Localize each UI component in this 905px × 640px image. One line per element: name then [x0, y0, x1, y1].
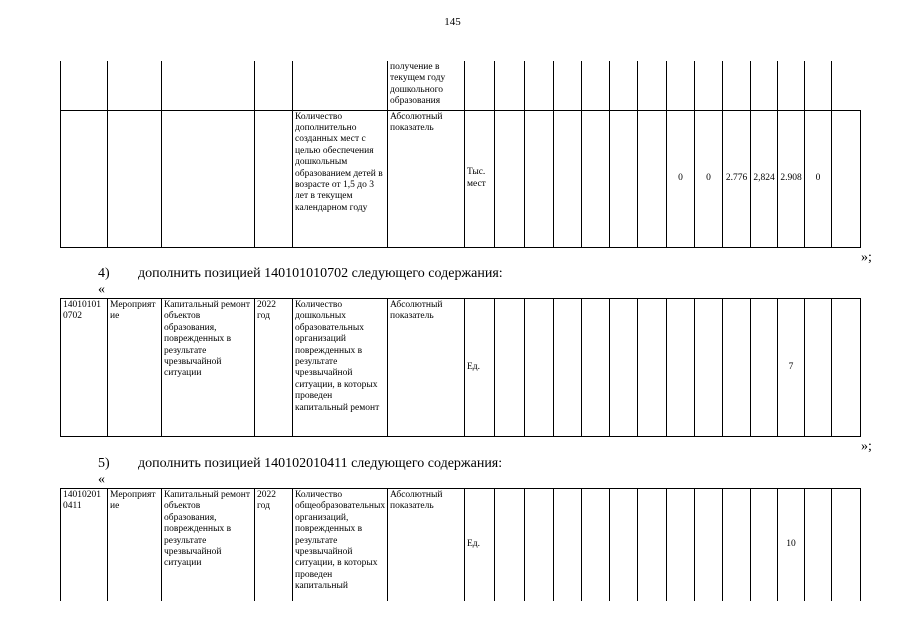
value-cell: 0 [695, 110, 723, 247]
value-cell [723, 299, 751, 437]
value-cell [582, 110, 610, 247]
page-number: 145 [444, 16, 461, 28]
value-cell [495, 299, 525, 437]
indicator-table-position-4 [60, 298, 861, 437]
value-cell: 2.776 [723, 110, 751, 247]
value-cell [638, 299, 667, 437]
paragraph-number: 5) [98, 456, 110, 471]
value-cell [751, 299, 778, 437]
value-cell [805, 489, 832, 601]
value-cell [638, 110, 667, 247]
value-cell: 7 [778, 299, 805, 437]
value-cell [582, 489, 610, 601]
type-cell: Мероприятие [108, 299, 162, 437]
value-cell [832, 110, 861, 247]
closing-quote: »; [861, 439, 872, 454]
name-cell: Капитальный ремонт объектов образования, поврежденных в результате чрезвычайной ситуации [162, 299, 255, 437]
opening-quote: « [98, 282, 105, 297]
paragraph-5 [98, 456, 502, 472]
value-cell [525, 299, 554, 437]
value-cell [554, 489, 582, 601]
indicator-name-cell: Количество дошкольных образовательных организаций поврежденных в результате чрезвычайной ситуации, в которых проведен капитальный ремонт [293, 299, 388, 437]
value-cell [495, 489, 525, 601]
closing-quote: »; [861, 250, 872, 265]
paragraph-4 [98, 266, 503, 282]
table-row [61, 61, 861, 110]
value-cell [751, 489, 778, 601]
indicator-type-cell: Абсолютный показатель [388, 110, 465, 247]
value-cell [832, 489, 861, 601]
indicator-type-cell: Абсолютный показатель [388, 489, 465, 601]
value-cell [695, 489, 723, 601]
table-row [61, 299, 861, 437]
code-cell: 140101010702 [61, 299, 108, 437]
value-cell [667, 299, 695, 437]
unit-cell: Ед. [465, 299, 495, 437]
table-row [61, 489, 861, 601]
value-cell [723, 489, 751, 601]
value-cell [610, 299, 638, 437]
value-cell [610, 110, 638, 247]
indicator-description-cell: получение в текущем году дошкольного образования [388, 61, 465, 110]
paragraph-text: дополнить позицией 140102010411 следующего содержания: [138, 456, 503, 471]
year-cell: 2022 год [255, 489, 293, 601]
value-cell [667, 489, 695, 601]
value-cell [525, 110, 554, 247]
value-cell [805, 299, 832, 437]
indicator-table-continuation [60, 61, 861, 248]
value-cell [495, 110, 525, 247]
table-row [61, 110, 861, 247]
value-cell [582, 299, 610, 437]
unit-cell: Тыс. мест [465, 110, 495, 247]
opening-quote: « [98, 472, 105, 487]
value-cell [554, 110, 582, 247]
paragraph-text: дополнить позицией 140101010702 следующего содержания: [138, 266, 503, 281]
indicator-type-cell: Абсолютный показатель [388, 299, 465, 437]
value-cell: 2,824 [751, 110, 778, 247]
value-cell: 10 [778, 489, 805, 601]
value-cell: 0 [667, 110, 695, 247]
value-cell: 2.908 [778, 110, 805, 247]
name-cell: Капитальный ремонт объектов образования, поврежденных в результате чрезвычайной ситуации [162, 489, 255, 601]
indicator-table-position-5 [60, 488, 861, 601]
value-cell [610, 489, 638, 601]
value-cell [695, 299, 723, 437]
value-cell: 0 [805, 110, 832, 247]
indicator-name-cell: Количество общеобразовательных организаций, поврежденных в результате чрезвычайной ситуации, в которых проведен капитальный [293, 489, 388, 601]
value-cell [638, 489, 667, 601]
year-cell: 2022 год [255, 299, 293, 437]
value-cell [832, 299, 861, 437]
paragraph-number: 4) [98, 266, 110, 281]
type-cell: Мероприятие [108, 489, 162, 601]
value-cell [525, 489, 554, 601]
indicator-name-cell: Количество дополнительно созданных мест с целью обеспечения дошкольным образованием детей в возрасте от 1,5 до 3 лет в текущем календарном году [293, 110, 388, 247]
value-cell [554, 299, 582, 437]
code-cell: 140102010411 [61, 489, 108, 601]
unit-cell: Ед. [465, 489, 495, 601]
